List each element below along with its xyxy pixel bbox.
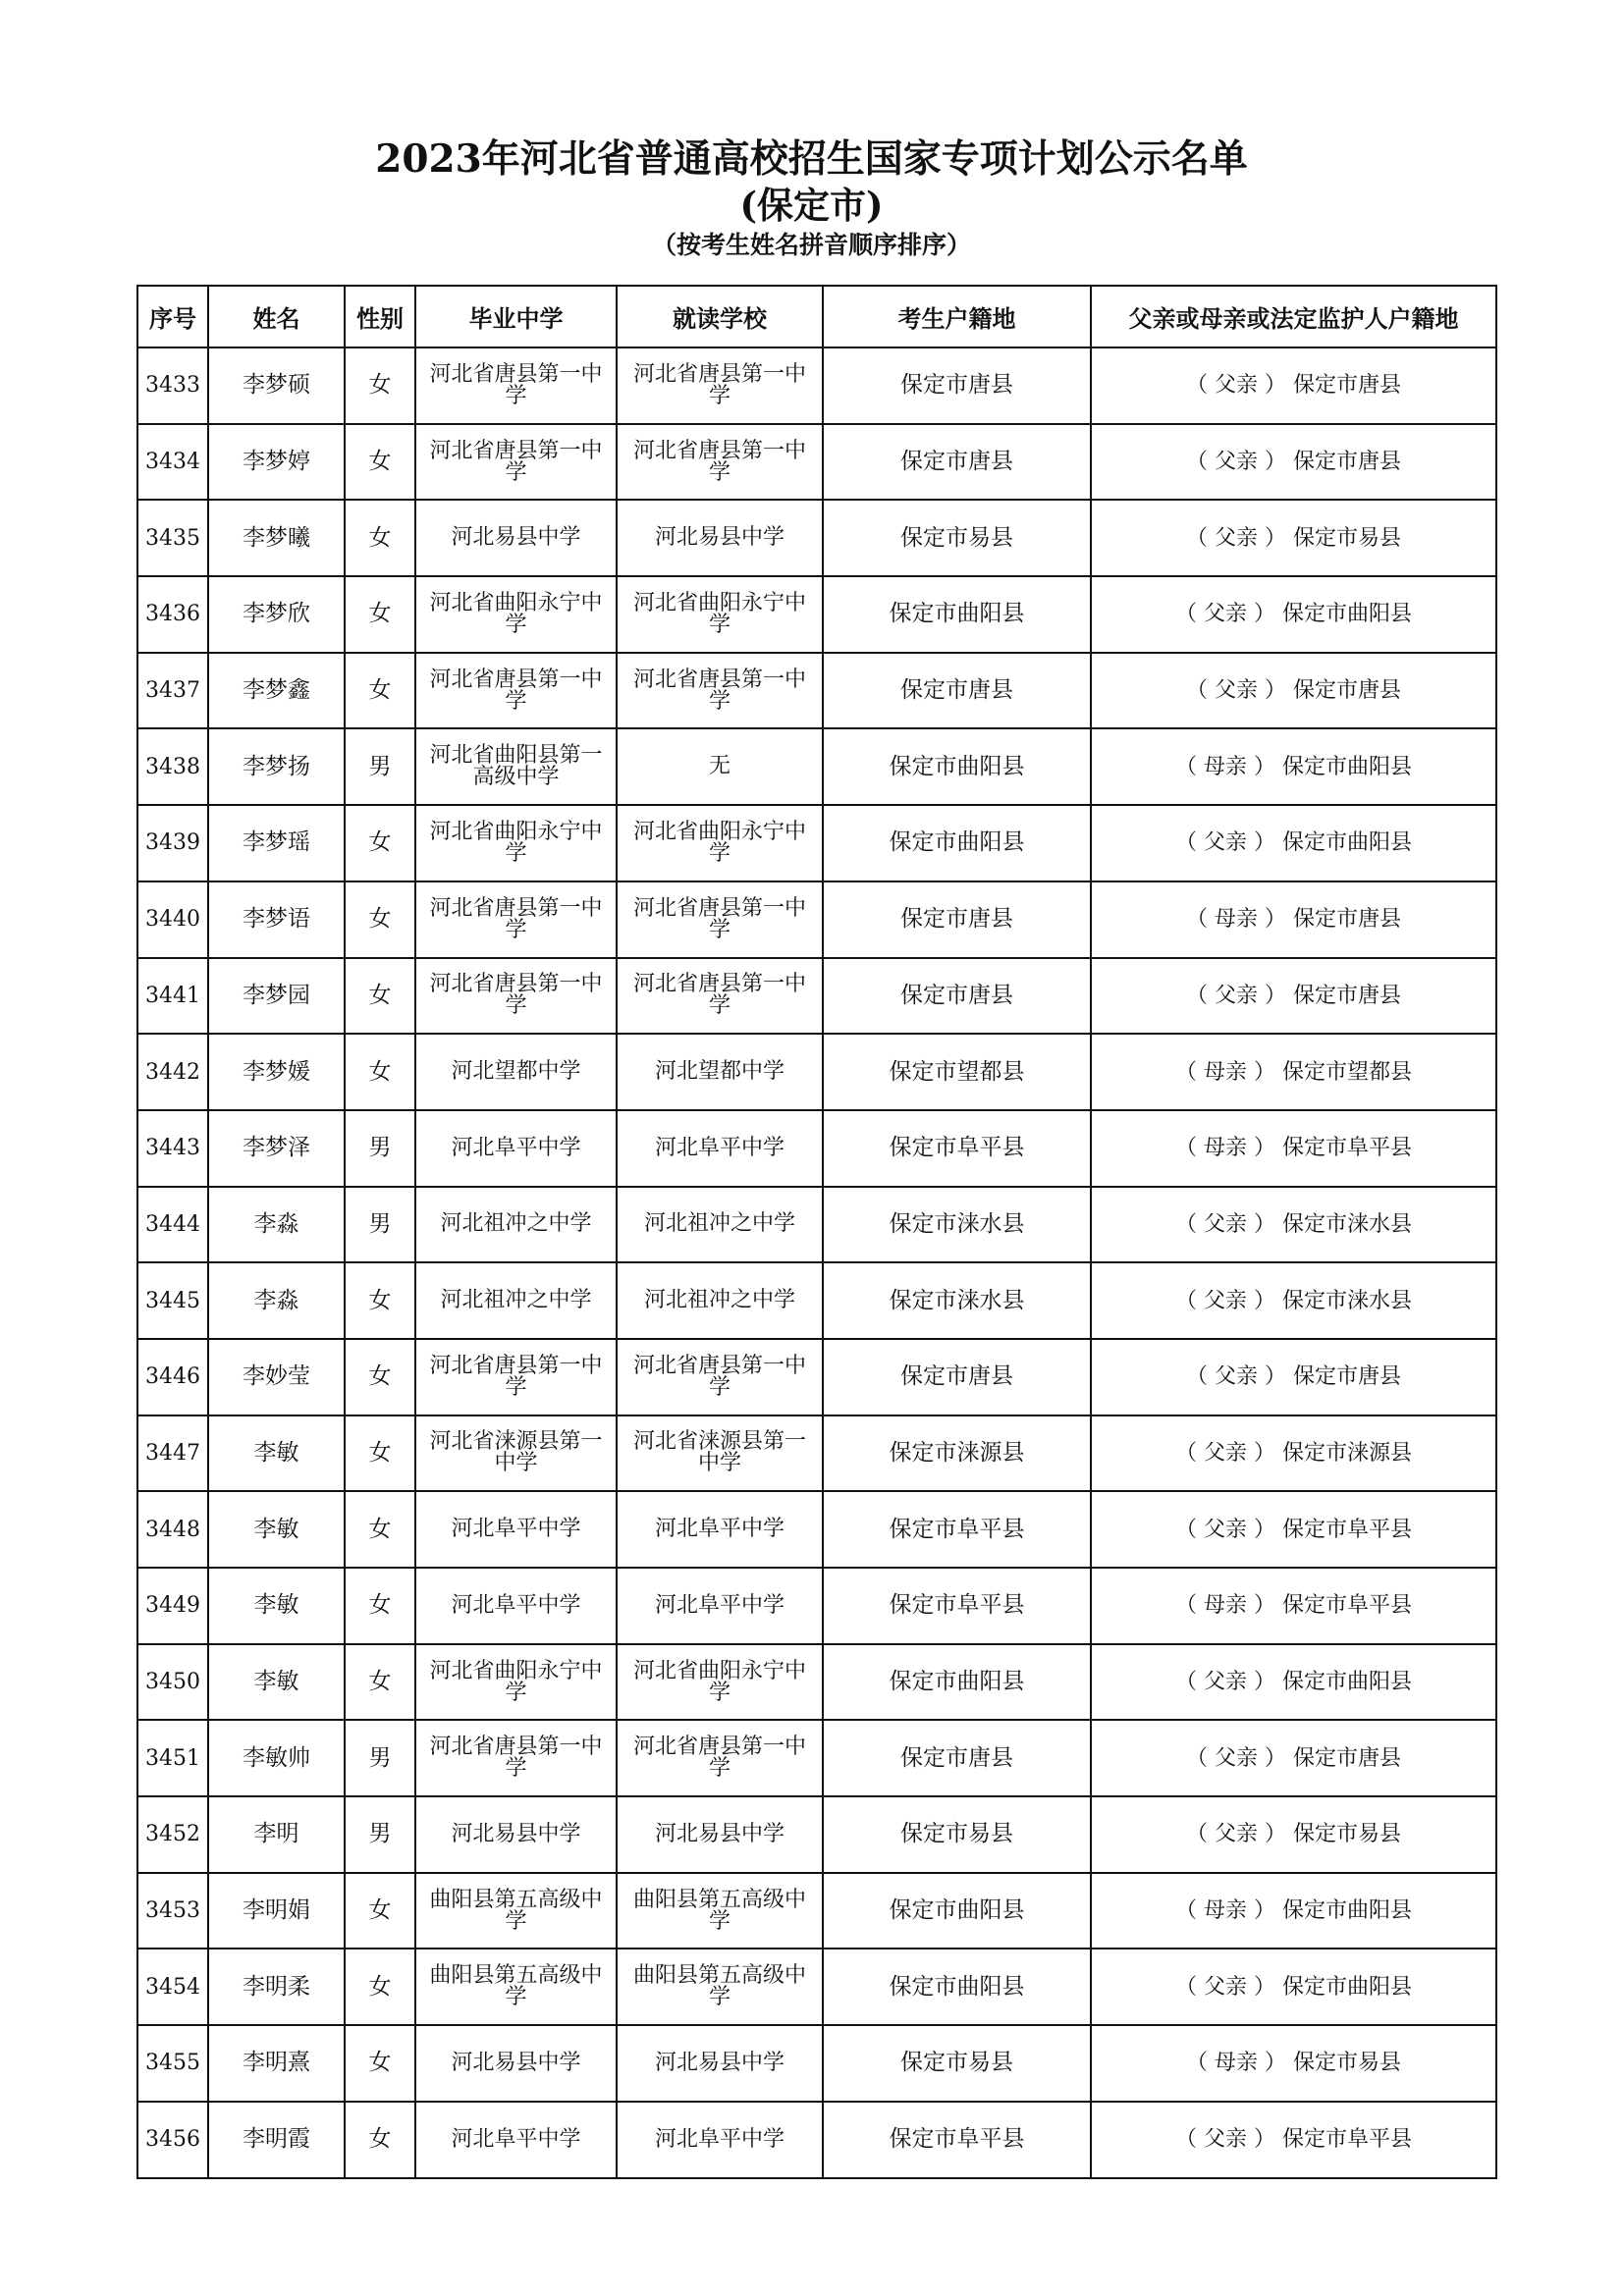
cell-gender: 女 [345,347,415,424]
cell-seq: 3442 [137,1034,208,1110]
cell-seq: 3439 [137,805,208,881]
cell-study-school: 河北省唐县第一中学 [617,347,823,424]
cell-name: 李梦扬 [208,728,345,805]
cell-seq: 3448 [137,1491,208,1568]
cell-name: 李明柔 [208,1949,345,2025]
document-subtitle: (保定市) [739,184,884,227]
cell-grad-school: 河北省曲阳永宁中学 [415,805,617,881]
cell-parent-household: （ 父亲 ） 保定市涞水县 [1091,1187,1496,1263]
cell-name: 李淼 [208,1187,345,1263]
cell-seq: 3433 [137,347,208,424]
table-row [137,1262,1496,1339]
cell-seq: 3449 [137,1568,208,1644]
cell-gender: 女 [345,1568,415,1644]
cell-study-school: 河北省唐县第一中学 [617,1339,823,1415]
cell-grad-school: 河北省唐县第一中学 [415,958,617,1035]
cell-study-school: 河北省涞源县第一中学 [617,1415,823,1492]
cell-household: 保定市唐县 [823,958,1091,1035]
cell-grad-school: 曲阳县第五高级中学 [415,1949,617,2025]
cell-gender: 男 [345,1720,415,1796]
cell-seq: 3438 [137,728,208,805]
cell-gender: 女 [345,653,415,729]
cell-parent-household: （ 母亲 ） 保定市曲阳县 [1091,728,1496,805]
cell-name: 李明霞 [208,2102,345,2178]
cell-parent-household: （ 父亲 ） 保定市涞水县 [1091,1262,1496,1339]
cell-study-school: 河北易县中学 [617,1796,823,1873]
cell-household: 保定市唐县 [823,653,1091,729]
cell-parent-household: （ 父亲 ） 保定市阜平县 [1091,2102,1496,2178]
cell-seq: 3436 [137,576,208,653]
table-row [137,805,1496,881]
cell-seq: 3451 [137,1720,208,1796]
cell-grad-school: 河北易县中学 [415,500,617,576]
cell-grad-school: 河北省唐县第一中学 [415,1339,617,1415]
table-row [137,576,1496,653]
cell-seq: 3452 [137,1796,208,1873]
cell-seq: 3441 [137,958,208,1035]
table-row [137,2025,1496,2102]
cell-grad-school: 河北祖冲之中学 [415,1187,617,1263]
cell-seq: 3447 [137,1415,208,1492]
cell-parent-household: （ 父亲 ） 保定市曲阳县 [1091,1949,1496,2025]
cell-household: 保定市唐县 [823,1720,1091,1796]
cell-gender: 男 [345,1187,415,1263]
cell-grad-school: 河北易县中学 [415,2025,617,2102]
cell-name: 李梦园 [208,958,345,1035]
cell-name: 李梦媛 [208,1034,345,1110]
cell-study-school: 河北省曲阳永宁中学 [617,805,823,881]
cell-name: 李梦婷 [208,424,345,501]
cell-gender: 女 [345,1262,415,1339]
cell-study-school: 河北省唐县第一中学 [617,424,823,501]
cell-gender: 女 [345,1949,415,2025]
cell-parent-household: （ 父亲 ） 保定市唐县 [1091,347,1496,424]
cell-grad-school: 河北省唐县第一中学 [415,347,617,424]
table-body [137,347,1496,2178]
cell-study-school: 河北祖冲之中学 [617,1187,823,1263]
cell-parent-household: （ 母亲 ） 保定市唐县 [1091,881,1496,958]
cell-gender: 女 [345,1339,415,1415]
header-gender: 性别 [345,286,415,347]
sort-note: （按考生姓名拼音顺序排序） [651,231,971,259]
table-row [137,1796,1496,1873]
cell-parent-household: （ 父亲 ） 保定市唐县 [1091,424,1496,501]
cell-gender: 女 [345,1415,415,1492]
cell-parent-household: （ 母亲 ） 保定市阜平县 [1091,1110,1496,1187]
cell-name: 李梦曦 [208,500,345,576]
cell-study-school: 河北阜平中学 [617,2102,823,2178]
cell-study-school: 河北省唐县第一中学 [617,881,823,958]
cell-household: 保定市曲阳县 [823,805,1091,881]
cell-gender: 男 [345,1796,415,1873]
cell-study-school: 河北阜平中学 [617,1110,823,1187]
cell-parent-household: （ 父亲 ） 保定市唐县 [1091,1339,1496,1415]
cell-seq: 3434 [137,424,208,501]
cell-household: 保定市唐县 [823,881,1091,958]
cell-gender: 女 [345,2102,415,2178]
cell-study-school: 河北祖冲之中学 [617,1262,823,1339]
cell-gender: 女 [345,958,415,1035]
cell-name: 李明娟 [208,1873,345,1949]
cell-seq: 3435 [137,500,208,576]
header-household: 考生户籍地 [823,286,1091,347]
cell-household: 保定市曲阳县 [823,1644,1091,1721]
cell-grad-school: 河北阜平中学 [415,2102,617,2178]
cell-household: 保定市阜平县 [823,1568,1091,1644]
cell-seq: 3453 [137,1873,208,1949]
table-row [137,424,1496,501]
cell-household: 保定市望都县 [823,1034,1091,1110]
cell-name: 李敏 [208,1415,345,1492]
table-row [137,1034,1496,1110]
cell-grad-school: 河北省唐县第一中学 [415,424,617,501]
cell-parent-household: （ 父亲 ） 保定市唐县 [1091,958,1496,1035]
cell-grad-school: 河北阜平中学 [415,1110,617,1187]
cell-name: 李梦瑶 [208,805,345,881]
cell-name: 李敏 [208,1491,345,1568]
cell-gender: 女 [345,1644,415,1721]
table-row [137,653,1496,729]
table-row [137,881,1496,958]
cell-seq: 3454 [137,1949,208,2025]
cell-study-school: 曲阳县第五高级中学 [617,1873,823,1949]
table-row [137,958,1496,1035]
cell-parent-household: （ 父亲 ） 保定市曲阳县 [1091,576,1496,653]
cell-gender: 女 [345,1491,415,1568]
table-header-row [137,286,1496,347]
cell-gender: 女 [345,500,415,576]
cell-study-school: 河北阜平中学 [617,1568,823,1644]
cell-study-school: 河北易县中学 [617,500,823,576]
cell-household: 保定市唐县 [823,424,1091,501]
header-parent-household: 父亲或母亲或法定监护人户籍地 [1091,286,1496,347]
cell-name: 李敏 [208,1644,345,1721]
cell-parent-household: （ 父亲 ） 保定市易县 [1091,1796,1496,1873]
cell-grad-school: 河北易县中学 [415,1796,617,1873]
cell-gender: 男 [345,728,415,805]
cell-name: 李梦泽 [208,1110,345,1187]
table-row [137,1339,1496,1415]
document-title: 2023年河北省普通高校招生国家专项计划公示名单 [375,136,1248,182]
table-row [137,1491,1496,1568]
table-row [137,1873,1496,1949]
cell-household: 保定市易县 [823,500,1091,576]
cell-seq: 3444 [137,1187,208,1263]
header-grad-school: 毕业中学 [415,286,617,347]
table-row [137,1187,1496,1263]
header-name: 姓名 [208,286,345,347]
cell-household: 保定市涞水县 [823,1187,1091,1263]
header-seq: 序号 [137,286,208,347]
cell-gender: 女 [345,2025,415,2102]
cell-household: 保定市阜平县 [823,1110,1091,1187]
cell-household: 保定市涞源县 [823,1415,1091,1492]
cell-grad-school: 曲阳县第五高级中学 [415,1873,617,1949]
cell-study-school: 河北省唐县第一中学 [617,653,823,729]
cell-household: 保定市曲阳县 [823,1949,1091,2025]
cell-grad-school: 河北省曲阳县第一高级中学 [415,728,617,805]
cell-study-school: 无 [617,728,823,805]
cell-seq: 3450 [137,1644,208,1721]
roster-table [136,285,1497,2179]
cell-seq: 3455 [137,2025,208,2102]
cell-name: 李梦硕 [208,347,345,424]
cell-household: 保定市涞水县 [823,1262,1091,1339]
cell-name: 李梦语 [208,881,345,958]
cell-name: 李敏 [208,1568,345,1644]
table-row [137,1949,1496,2025]
cell-gender: 女 [345,576,415,653]
cell-grad-school: 河北省唐县第一中学 [415,1720,617,1796]
cell-household: 保定市唐县 [823,347,1091,424]
cell-gender: 女 [345,1873,415,1949]
cell-seq: 3445 [137,1262,208,1339]
cell-grad-school: 河北望都中学 [415,1034,617,1110]
cell-name: 李明 [208,1796,345,1873]
cell-household: 保定市易县 [823,2025,1091,2102]
cell-parent-household: （ 母亲 ） 保定市易县 [1091,2025,1496,2102]
cell-grad-school: 河北省唐县第一中学 [415,881,617,958]
cell-seq: 3440 [137,881,208,958]
table-row [137,2102,1496,2178]
cell-seq: 3446 [137,1339,208,1415]
cell-grad-school: 河北省唐县第一中学 [415,653,617,729]
cell-gender: 女 [345,881,415,958]
header-study-school: 就读学校 [617,286,823,347]
cell-name: 李妙莹 [208,1339,345,1415]
cell-grad-school: 河北祖冲之中学 [415,1262,617,1339]
cell-household: 保定市阜平县 [823,2102,1091,2178]
cell-parent-household: （ 父亲 ） 保定市阜平县 [1091,1491,1496,1568]
cell-parent-household: （ 父亲 ） 保定市唐县 [1091,653,1496,729]
cell-parent-household: （ 父亲 ） 保定市曲阳县 [1091,805,1496,881]
cell-study-school: 河北望都中学 [617,1034,823,1110]
cell-study-school: 河北省唐县第一中学 [617,1720,823,1796]
table-row [137,347,1496,424]
cell-parent-household: （ 父亲 ） 保定市易县 [1091,500,1496,576]
cell-study-school: 河北省曲阳永宁中学 [617,576,823,653]
cell-name: 李梦欣 [208,576,345,653]
cell-name: 李淼 [208,1262,345,1339]
table-row [137,1568,1496,1644]
cell-study-school: 曲阳县第五高级中学 [617,1949,823,2025]
table-row [137,500,1496,576]
cell-study-school: 河北阜平中学 [617,1491,823,1568]
cell-study-school: 河北省唐县第一中学 [617,958,823,1035]
table-row [137,1415,1496,1492]
cell-grad-school: 河北阜平中学 [415,1568,617,1644]
cell-household: 保定市曲阳县 [823,1873,1091,1949]
cell-seq: 3437 [137,653,208,729]
cell-gender: 女 [345,805,415,881]
cell-parent-household: （ 母亲 ） 保定市阜平县 [1091,1568,1496,1644]
cell-parent-household: （ 父亲 ） 保定市唐县 [1091,1720,1496,1796]
cell-household: 保定市曲阳县 [823,576,1091,653]
cell-household: 保定市易县 [823,1796,1091,1873]
cell-name: 李明熹 [208,2025,345,2102]
cell-parent-household: （ 父亲 ） 保定市曲阳县 [1091,1644,1496,1721]
cell-gender: 男 [345,1110,415,1187]
cell-grad-school: 河北省曲阳永宁中学 [415,1644,617,1721]
cell-gender: 女 [345,424,415,501]
cell-grad-school: 河北省涞源县第一中学 [415,1415,617,1492]
table-row [137,728,1496,805]
cell-gender: 女 [345,1034,415,1110]
table-row [137,1110,1496,1187]
cell-parent-household: （ 母亲 ） 保定市望都县 [1091,1034,1496,1110]
cell-name: 李梦鑫 [208,653,345,729]
cell-parent-household: （ 父亲 ） 保定市涞源县 [1091,1415,1496,1492]
table-row [137,1644,1496,1721]
cell-grad-school: 河北阜平中学 [415,1491,617,1568]
cell-grad-school: 河北省曲阳永宁中学 [415,576,617,653]
cell-seq: 3443 [137,1110,208,1187]
table-row [137,1720,1496,1796]
cell-name: 李敏帅 [208,1720,345,1796]
cell-household: 保定市唐县 [823,1339,1091,1415]
cell-seq: 3456 [137,2102,208,2178]
cell-study-school: 河北省曲阳永宁中学 [617,1644,823,1721]
cell-study-school: 河北易县中学 [617,2025,823,2102]
cell-parent-household: （ 母亲 ） 保定市曲阳县 [1091,1873,1496,1949]
cell-household: 保定市阜平县 [823,1491,1091,1568]
cell-household: 保定市曲阳县 [823,728,1091,805]
